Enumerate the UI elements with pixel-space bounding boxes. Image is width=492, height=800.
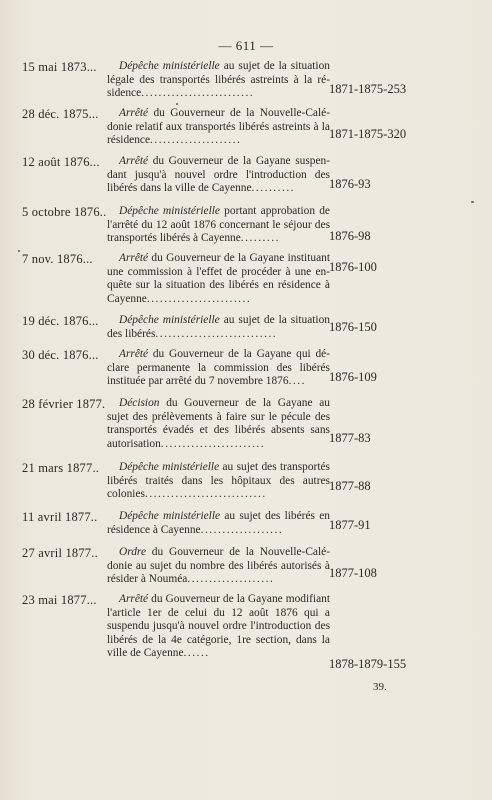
entry-leader: ............................	[155, 327, 278, 340]
entry-lead: Dépêche ministérielle	[119, 314, 220, 326]
trailing-number: 39.	[373, 681, 387, 693]
entry-leader: .........	[240, 232, 280, 245]
entry-reference: 1878-1879-155	[329, 657, 407, 671]
entry-reference: 1876-98	[329, 229, 371, 243]
entry-leader: ..........	[251, 182, 296, 195]
entry-leader: ............................	[144, 488, 267, 501]
entry-date: 21 mars 1877..	[22, 461, 100, 475]
entry-body: du Gouverneur de la Gayane au sujet des prélèvements à faire sur le pécule des transportés évadés et des libérés absents sans autorisation	[107, 397, 330, 450]
entry-date: 30 déc. 1876...	[22, 348, 99, 362]
entry-date: 5 octobre 1876..	[22, 205, 107, 219]
entry-description	[107, 107, 330, 148]
paper-speck	[471, 201, 474, 203]
entry-leader: ..........................	[141, 87, 255, 100]
entry-date: 12 août 1876...	[22, 155, 100, 169]
entry-date: 27 avril 1877..	[22, 546, 98, 560]
entry-reference: 1876-100	[329, 260, 377, 274]
entry-reference: 1876-93	[329, 177, 371, 191]
entry-date: 11 avril 1877..	[22, 510, 98, 524]
entry-lead: Arrêté	[119, 593, 149, 605]
entry-description	[107, 461, 330, 502]
entry-reference: 1877-83	[329, 431, 371, 445]
entry-description	[107, 510, 330, 537]
entry-body: au sujet des libérés en résidence à Cayenne	[107, 510, 330, 536]
entry-leader: ....................	[187, 573, 275, 586]
entry-lead: Arrêté	[119, 252, 149, 264]
entry-leader: ...................	[200, 523, 284, 536]
entry-body: du Gouverneur de la Gayane instituant une commission à l'effet de procéder à une enquête sur la situation des libérés en résidence à Cayenne	[107, 252, 330, 305]
entry-leader: ......	[183, 647, 210, 660]
entry-description	[107, 593, 330, 661]
entry-reference: 1876-150	[329, 320, 377, 334]
paper-speck	[18, 250, 20, 252]
entry-body: au sujet de la situation légale des transportés libérés astreints à la résidence	[107, 60, 330, 100]
entry-body: au sujet de la situation des libérés	[107, 314, 330, 340]
entry-reference: 1871-1875-253	[329, 82, 407, 96]
entry-body: portant approbation de l'arrêté du 12 août 1876 concernant le séjour des transportés libérés à Cayenne	[107, 205, 330, 245]
entry-body: du Gouverneur de la Nouvelle-Calédonie relatif aux transportés libérés astreints à la résidence	[107, 107, 330, 147]
entry-description	[107, 252, 330, 306]
entry-date: 19 déc. 1876...	[22, 314, 99, 328]
entry-body: du Gouverneur de la Gayane suspendant jusqu'à nouvel ordre l'introduction des libérés dans la ville de Cayenne	[107, 155, 330, 195]
entry-leader: ........................	[160, 437, 266, 450]
entry-description	[107, 348, 330, 389]
entry-reference: 1871-1875-320	[329, 127, 407, 141]
entry-body: du Gouverneur de la Gayane modifiant l'article 1er de celui du 12 août 1876 qui a suspendu jusqu'à nouvel ordre l'introduction des libérés de la 4e catégorie, 1re section, dans la ville de Cayenne	[107, 593, 330, 660]
entry-description	[107, 314, 330, 341]
entry-leader: ....	[288, 375, 306, 388]
entry-lead: Dépêche ministérielle	[119, 205, 220, 217]
entry-description	[107, 155, 330, 196]
entry-lead: Arrêté	[119, 348, 149, 360]
entry-lead: Dépêche ministérielle	[119, 60, 220, 72]
entry-lead: Arrêté	[119, 107, 149, 119]
entry-lead: Arrêté	[119, 155, 149, 167]
entry-reference: 1876-109	[329, 370, 377, 384]
entry-date: 23 mai 1877...	[22, 593, 97, 607]
entry-description	[107, 397, 330, 451]
entry-reference: 1877-88	[329, 479, 371, 493]
entry-leader: .....................	[150, 134, 242, 147]
entry-date: 28 février 1877.	[22, 397, 106, 411]
entry-lead: Dépêche ministérielle	[119, 510, 221, 522]
entry-reference: 1877-108	[329, 566, 377, 580]
entry-reference: 1877-91	[329, 518, 371, 532]
entry-body: du Gouverneur de la Nouvelle-Calédonie au sujet du nombre des libérés autorisés à résider à Nouméa	[107, 546, 330, 586]
entry-lead: Dépêche ministérielle	[119, 461, 220, 473]
page-number: — 611 —	[218, 38, 274, 53]
entry-description	[107, 546, 330, 587]
entry-description	[107, 205, 330, 246]
entry-leader: ........................	[146, 292, 252, 305]
entry-date: 28 déc. 1875...	[22, 107, 99, 121]
entry-lead: Ordre	[119, 546, 146, 558]
entry-body: du Gouverneur de la Gayane qui déclare permanente la commission des libérés instituée par arrêté du 7 novembre 1876	[107, 348, 330, 388]
entry-date: 15 mai 1873...	[22, 60, 97, 74]
entry-lead: Décision	[119, 397, 160, 409]
entry-body: au sujet des transportés libérés traités dans les hôpitaux des autres colonies	[107, 461, 330, 501]
entry-description	[107, 60, 330, 101]
entry-date: 7 nov. 1876...	[22, 252, 93, 266]
paper-speck	[176, 103, 178, 105]
